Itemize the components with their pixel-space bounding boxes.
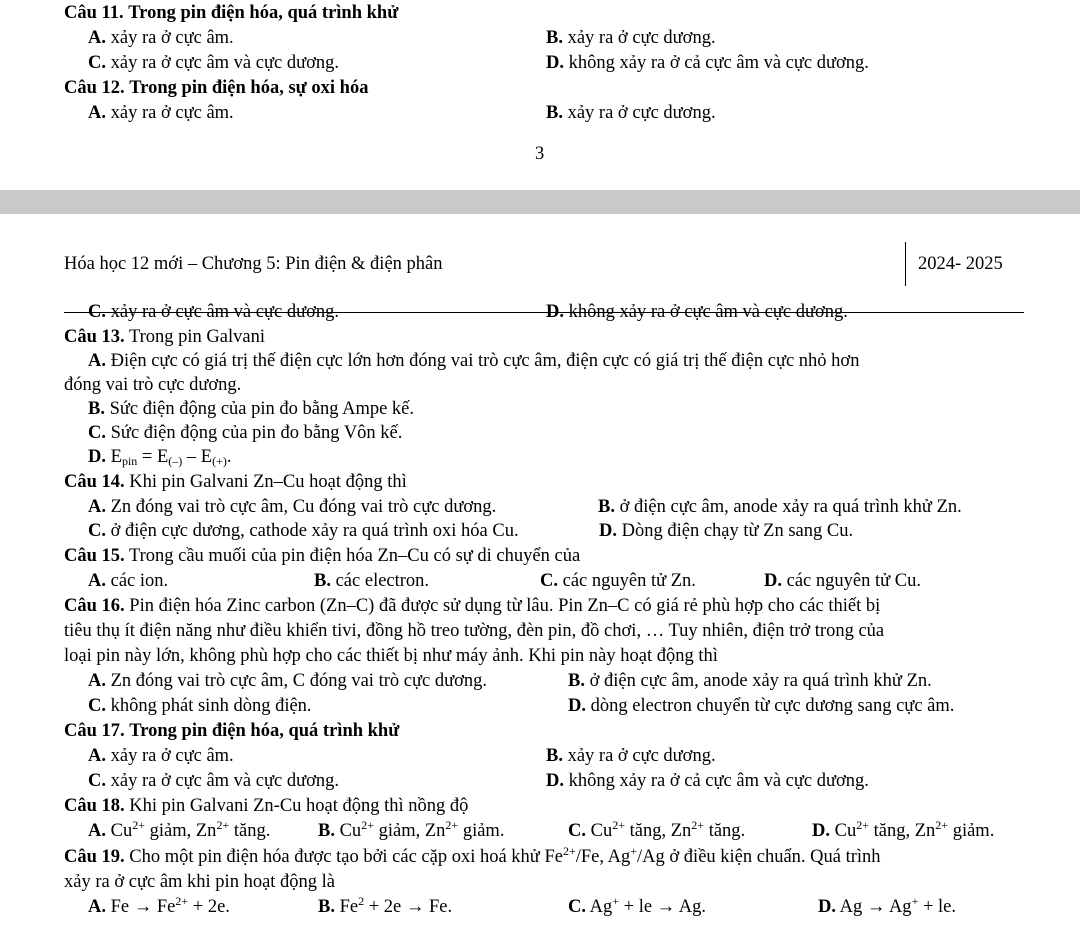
q17-option-d: D. không xảy ra ở cả cực âm và cực dương. <box>546 771 869 791</box>
q19-option-a: A. $Fe \to Fe^{2+} + 2e$. <box>88 894 230 917</box>
q12-option-d: D. không xảy ra ở cực âm và cực dương. <box>546 302 848 322</box>
q14-option-d: D. Dòng điện chạy từ Zn sang Cu. <box>599 521 854 541</box>
question-16-line3: loại pin này lớn, không phù hợp cho các thiết bị như máy ảnh. Khi pin này hoạt động thì <box>64 646 718 666</box>
q16-option-b: B. ở điện cực âm, anode xảy ra quá trình khử Zn. <box>568 671 932 691</box>
q16-option-d: D. dòng electron chuyển từ cực dương sang cực âm. <box>568 696 955 716</box>
question-19-line2: xảy ra ở cực âm khi pin hoạt động là <box>64 872 336 892</box>
q15-option-b: B. các electron. <box>314 571 430 591</box>
q14-option-a: A. Zn đóng vai trò cực âm, Cu đóng vai trò cực dương. <box>88 497 497 517</box>
q11-option-d: D. không xảy ra ở cả cực âm và cực dương. <box>546 53 869 73</box>
header-title: Hóa học 12 mới – Chương 5: Pin điện & điện phân <box>64 254 443 274</box>
header-divider <box>905 242 906 286</box>
question-17: Câu 17. Trong pin điện hóa, quá trình khử <box>64 721 400 741</box>
q17-option-b: B. xảy ra ở cực dương. <box>546 746 716 766</box>
q16-option-a: A. Zn đóng vai trò cực âm, C đóng vai trò cực dương. <box>88 671 488 691</box>
q18-option-a: A. $Cu^{2+}$ giảm, $Zn^{2+}$ tăng. <box>88 818 271 841</box>
q18-option-c: C. $Cu^{2+}$ tăng, $Zn^{2+}$ tăng. <box>568 818 746 841</box>
q15-option-a: A. các ion. <box>88 571 169 591</box>
q13-option-a: A. Điện cực có giá trị thế điện cực lớn hơn đóng vai trò cực âm, điện cực có giá trị thế điện cực nhỏ hơn <box>88 351 860 371</box>
question-14: Câu 14. Khi pin Galvani Zn–Cu hoạt động thì <box>64 472 407 492</box>
question-13: Câu 13. Trong pin Galvani <box>64 327 265 347</box>
q13-option-a-cont: đóng vai trò cực dương. <box>64 375 242 395</box>
q17-option-a: A. xảy ra ở cực âm. <box>88 746 234 766</box>
question-15: Câu 15. Trong cầu muối của pin điện hóa Zn–Cu có sự di chuyển của <box>64 546 581 566</box>
question-19: Câu 19. Cho một pin điện hóa được tạo bởi các cặp oxi hoá khử $Fe^{2+}/Fe$, Ag+/Ag ở điều kiện chuẩn. Quá trình <box>64 844 881 867</box>
q11-option-b: B. xảy ra ở cực dương. <box>546 28 716 48</box>
q12-option-a: A. xảy ra ở cực âm. <box>88 103 234 123</box>
q13-option-c: C. Sức điện động của pin đo bằng Vôn kế. <box>88 423 403 443</box>
question-16-line2: tiêu thụ ít điện năng như điều khiển tivi, đồng hồ treo tường, đèn pin, đồ chơi, … Tuy nhiên, điện trở trong của <box>64 621 885 641</box>
q13-option-d: D. $E_{pin} = E_{(-)} - E_{(+)}$. <box>88 447 232 468</box>
q11-option-c: C. xảy ra ở cực âm và cực dương. <box>88 53 340 73</box>
q11-option-a: A. xảy ra ở cực âm. <box>88 28 234 48</box>
question-11: Câu 11. Trong pin điện hóa, quá trình khử <box>64 3 399 23</box>
q15-option-d: D. các nguyên tử Cu. <box>764 571 921 591</box>
q13-option-b: B. Sức điện động của pin đo bằng Ampe kế. <box>88 399 415 419</box>
q17-option-c: C. xảy ra ở cực âm và cực dương. <box>88 771 340 791</box>
q16-option-c: C. không phát sinh dòng điện. <box>88 696 312 716</box>
q19-option-c: C. Ag+ + le → Ag. <box>568 894 707 917</box>
page-header <box>0 242 1080 286</box>
question-16: Câu 16. Pin điện hóa Zinc carbon (Zn–C) đã được sử dụng từ lâu. Pin Zn–C có giá rẻ phù hợp cho các thiết bị <box>64 596 881 616</box>
q14-option-c: C. ở điện cực dương, cathode xảy ra quá trình oxi hóa Cu. <box>88 521 519 541</box>
q19-option-d: D. Ag → Ag+ + le. <box>818 894 957 917</box>
page-3-bottom <box>0 0 1080 190</box>
q14-option-b: B. ở điện cực âm, anode xảy ra quá trình khử Zn. <box>598 497 962 517</box>
page-number: 3 <box>535 144 545 164</box>
q19-option-b: B. $Fe^2 + 2e \to Fe$. <box>318 894 453 917</box>
question-18: Câu 18. Khi pin Galvani Zn-Cu hoạt động thì nồng độ <box>64 796 469 816</box>
page-4-top <box>0 214 1080 925</box>
q12-option-b: B. xảy ra ở cực dương. <box>546 103 716 123</box>
q15-option-c: C. các nguyên tử Zn. <box>540 571 696 591</box>
question-12: Câu 12. Trong pin điện hóa, sự oxi hóa <box>64 78 369 98</box>
page-separator <box>0 190 1080 214</box>
q18-option-d: D. $Cu^{2+}$ tăng, $Zn^{2+}$ giảm. <box>812 818 995 841</box>
q12-option-c: C. xảy ra ở cực âm và cực dương. <box>88 302 340 322</box>
q18-option-b: B. $Cu^{2+}$ giảm, $Zn^{2+}$ giảm. <box>318 818 505 841</box>
header-year: 2024- 2025 <box>918 254 1003 274</box>
